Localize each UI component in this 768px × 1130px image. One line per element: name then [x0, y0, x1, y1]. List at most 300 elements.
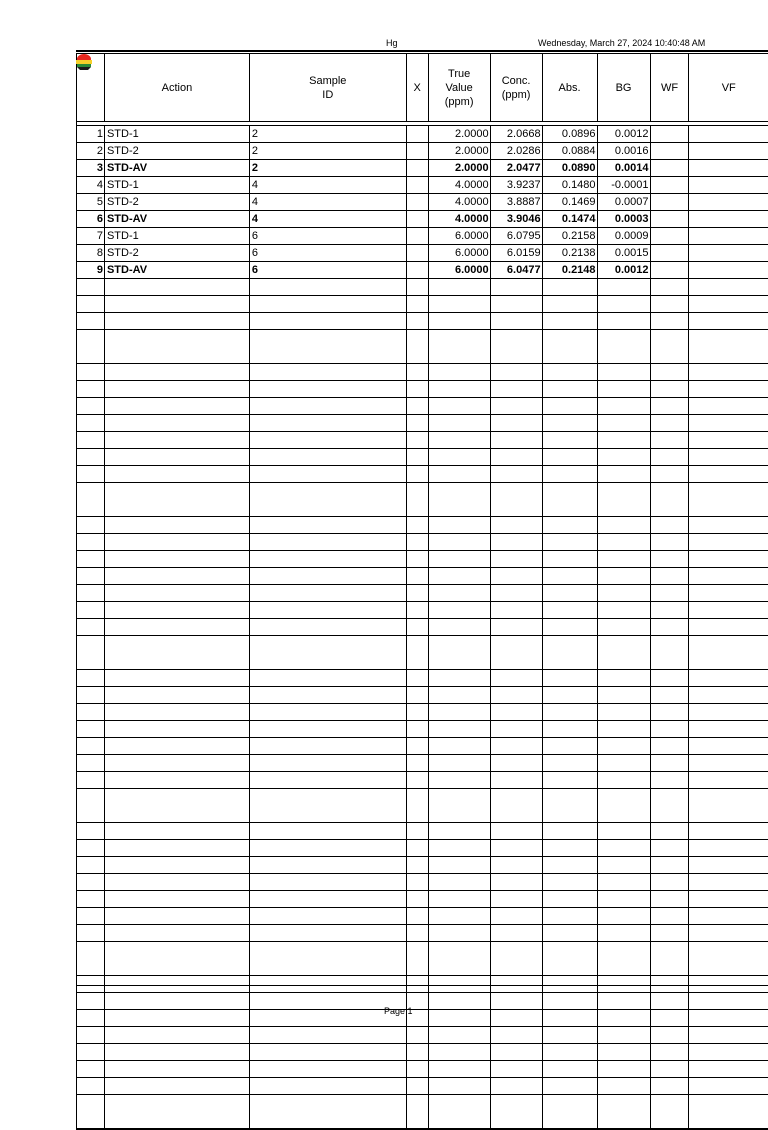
empty-cell [689, 1078, 768, 1095]
empty-cell [689, 925, 768, 942]
cell-abs: 0.2148 [542, 262, 597, 279]
empty-cell [597, 738, 650, 755]
empty-cell [77, 908, 105, 925]
empty-cell [650, 1027, 689, 1044]
cell-bg: 0.0014 [597, 160, 650, 177]
empty-cell [104, 721, 249, 738]
empty-cell [428, 551, 490, 568]
empty-cell [406, 976, 428, 993]
cell-bg: -0.0001 [597, 177, 650, 194]
empty-row [77, 704, 768, 721]
empty-cell [650, 636, 689, 670]
empty-cell [104, 551, 249, 568]
empty-cell [650, 330, 689, 364]
empty-cell [597, 296, 650, 313]
cell-conc: 3.9237 [490, 177, 542, 194]
cell-vf [689, 228, 768, 245]
cell-conc: 6.0795 [490, 228, 542, 245]
empty-cell [597, 568, 650, 585]
empty-cell [77, 432, 105, 449]
empty-cell [428, 636, 490, 670]
empty-cell [406, 908, 428, 925]
empty-cell [406, 279, 428, 296]
empty-cell [689, 908, 768, 925]
empty-cell [77, 534, 105, 551]
cell-wf [650, 143, 689, 160]
empty-row [77, 857, 768, 874]
empty-cell [650, 1044, 689, 1061]
cell-vf [689, 143, 768, 160]
empty-cell [597, 313, 650, 330]
empty-cell [597, 840, 650, 857]
cell-vf [689, 126, 768, 143]
empty-cell [597, 534, 650, 551]
empty-row [77, 585, 768, 602]
empty-row [77, 364, 768, 381]
empty-cell [428, 993, 490, 1010]
empty-cell [428, 1044, 490, 1061]
empty-cell [428, 296, 490, 313]
empty-cell [428, 721, 490, 738]
cell-vf [689, 245, 768, 262]
empty-cell [428, 381, 490, 398]
empty-cell [428, 704, 490, 721]
empty-cell [542, 381, 597, 398]
empty-cell [249, 483, 406, 517]
empty-cell [650, 976, 689, 993]
empty-cell [104, 755, 249, 772]
empty-cell [490, 313, 542, 330]
empty-cell [104, 738, 249, 755]
empty-cell [249, 908, 406, 925]
empty-cell [104, 415, 249, 432]
empty-cell [490, 296, 542, 313]
table-row [77, 177, 768, 194]
cell-action: STD-2 [104, 245, 249, 262]
empty-cell [406, 857, 428, 874]
cell-true-value: 4.0000 [428, 194, 490, 211]
empty-cell [77, 1044, 105, 1061]
empty-cell [77, 517, 105, 534]
empty-row [77, 296, 768, 313]
empty-row [77, 1044, 768, 1061]
cell-conc: 3.8887 [490, 194, 542, 211]
row-number: 4 [77, 177, 105, 194]
empty-cell [650, 840, 689, 857]
empty-cell [428, 908, 490, 925]
cell-wf [650, 228, 689, 245]
cell-action: STD-2 [104, 194, 249, 211]
cell-x [406, 194, 428, 211]
empty-cell [490, 619, 542, 636]
empty-cell [490, 551, 542, 568]
empty-cell [249, 738, 406, 755]
empty-cell [490, 279, 542, 296]
empty-cell [542, 636, 597, 670]
empty-cell [428, 568, 490, 585]
empty-cell [689, 517, 768, 534]
empty-cell [597, 279, 650, 296]
empty-cell [650, 415, 689, 432]
empty-cell [406, 364, 428, 381]
empty-cell [249, 670, 406, 687]
empty-cell [597, 721, 650, 738]
empty-cell [406, 296, 428, 313]
empty-cell [542, 925, 597, 942]
empty-cell [650, 823, 689, 840]
empty-cell [650, 721, 689, 738]
empty-cell [650, 534, 689, 551]
empty-cell [406, 942, 428, 976]
empty-cell [542, 483, 597, 517]
empty-cell [428, 942, 490, 976]
empty-cell [490, 687, 542, 704]
cell-action: STD-1 [104, 126, 249, 143]
empty-cell [249, 976, 406, 993]
empty-cell [428, 925, 490, 942]
empty-cell [689, 772, 768, 789]
empty-cell [490, 364, 542, 381]
empty-cell [542, 670, 597, 687]
empty-cell [249, 1095, 406, 1130]
cell-conc: 2.0477 [490, 160, 542, 177]
empty-row [77, 398, 768, 415]
empty-row [77, 432, 768, 449]
empty-cell [689, 330, 768, 364]
empty-cell [542, 908, 597, 925]
empty-cell [597, 398, 650, 415]
empty-cell [650, 755, 689, 772]
empty-cell [689, 296, 768, 313]
empty-cell [77, 704, 105, 721]
empty-cell [597, 1095, 650, 1130]
empty-cell [77, 738, 105, 755]
empty-cell [249, 398, 406, 415]
empty-cell [406, 1061, 428, 1078]
cell-sample-id: 2 [249, 126, 406, 143]
cell-vf [689, 194, 768, 211]
empty-cell [650, 738, 689, 755]
cell-conc: 2.0668 [490, 126, 542, 143]
cell-vf [689, 160, 768, 177]
cell-wf [650, 126, 689, 143]
empty-cell [77, 296, 105, 313]
empty-cell [689, 874, 768, 891]
empty-cell [689, 415, 768, 432]
empty-cell [490, 670, 542, 687]
empty-cell [689, 398, 768, 415]
empty-cell [406, 755, 428, 772]
cell-wf [650, 262, 689, 279]
results-rows [77, 126, 768, 279]
empty-cell [406, 330, 428, 364]
empty-cell [597, 942, 650, 976]
empty-cell [689, 976, 768, 993]
col-header-vf: VF [689, 54, 768, 122]
empty-cell [104, 364, 249, 381]
empty-cell [689, 942, 768, 976]
cell-sample-id: 6 [249, 228, 406, 245]
cell-bg: 0.0016 [597, 143, 650, 160]
empty-cell [490, 483, 542, 517]
empty-cell [597, 483, 650, 517]
cell-wf [650, 211, 689, 228]
empty-cell [104, 908, 249, 925]
empty-cell [249, 585, 406, 602]
empty-cell [542, 534, 597, 551]
empty-cell [428, 874, 490, 891]
empty-cell [77, 483, 105, 517]
cell-x [406, 126, 428, 143]
empty-cell [597, 755, 650, 772]
empty-cell [490, 891, 542, 908]
empty-row [77, 1061, 768, 1078]
empty-cell [490, 381, 542, 398]
empty-cell [542, 840, 597, 857]
empty-cell [597, 330, 650, 364]
empty-cell [490, 942, 542, 976]
empty-cell [249, 381, 406, 398]
empty-cell [650, 1095, 689, 1130]
empty-cell [77, 398, 105, 415]
cell-bg: 0.0009 [597, 228, 650, 245]
col-header-conc: Conc. (ppm) [490, 54, 542, 122]
empty-cell [490, 636, 542, 670]
empty-cell [77, 551, 105, 568]
col-header-abs: Abs. [542, 54, 597, 122]
empty-cell [490, 432, 542, 449]
empty-cell [542, 517, 597, 534]
empty-cell [406, 517, 428, 534]
cell-wf [650, 177, 689, 194]
empty-cell [650, 483, 689, 517]
empty-cell [406, 466, 428, 483]
empty-cell [428, 670, 490, 687]
empty-cell [542, 738, 597, 755]
cell-abs: 0.0890 [542, 160, 597, 177]
cell-wf [650, 160, 689, 177]
empty-row [77, 602, 768, 619]
row-number: 6 [77, 211, 105, 228]
empty-cell [689, 993, 768, 1010]
empty-cell [490, 415, 542, 432]
empty-row [77, 721, 768, 738]
empty-cell [428, 891, 490, 908]
empty-cell [689, 1095, 768, 1130]
empty-cell [104, 296, 249, 313]
cell-wf [650, 245, 689, 262]
empty-cell [406, 381, 428, 398]
empty-cell [689, 1044, 768, 1061]
empty-cell [428, 330, 490, 364]
col-header-x: X [406, 54, 428, 122]
empty-cell [542, 449, 597, 466]
empty-cell [490, 568, 542, 585]
cell-conc: 6.0159 [490, 245, 542, 262]
empty-row [77, 738, 768, 755]
empty-cell [428, 687, 490, 704]
empty-cell [597, 1027, 650, 1044]
empty-cell [249, 636, 406, 670]
empty-cell [542, 398, 597, 415]
empty-cell [406, 483, 428, 517]
empty-cell [650, 432, 689, 449]
empty-cell [597, 619, 650, 636]
empty-cell [597, 602, 650, 619]
empty-row [77, 823, 768, 840]
empty-cell [104, 772, 249, 789]
empty-row [77, 687, 768, 704]
empty-cell [77, 874, 105, 891]
empty-cell [77, 279, 105, 296]
empty-cell [689, 449, 768, 466]
cell-x [406, 211, 428, 228]
column-header-row [77, 54, 768, 122]
empty-cell [490, 1044, 542, 1061]
empty-cell [542, 1027, 597, 1044]
empty-cell [77, 585, 105, 602]
empty-cell [77, 789, 105, 823]
empty-cell [650, 1078, 689, 1095]
empty-cell [406, 551, 428, 568]
empty-cell [104, 874, 249, 891]
empty-cell [77, 670, 105, 687]
empty-cell [406, 1078, 428, 1095]
empty-cell [542, 772, 597, 789]
empty-cell [542, 313, 597, 330]
empty-cell [428, 517, 490, 534]
row-number: 8 [77, 245, 105, 262]
empty-cell [542, 942, 597, 976]
empty-cell [104, 517, 249, 534]
empty-cell [104, 789, 249, 823]
empty-cell [542, 1095, 597, 1130]
empty-cell [406, 415, 428, 432]
empty-cell [689, 687, 768, 704]
empty-cell [77, 449, 105, 466]
empty-cell [104, 398, 249, 415]
empty-cell [428, 602, 490, 619]
empty-row [77, 993, 768, 1010]
empty-cell [650, 891, 689, 908]
empty-cell [104, 857, 249, 874]
empty-cell [542, 602, 597, 619]
empty-cell [104, 313, 249, 330]
empty-cell [406, 670, 428, 687]
col-header-bg: BG [597, 54, 650, 122]
empty-cell [597, 789, 650, 823]
empty-cell [689, 636, 768, 670]
cell-action: STD-2 [104, 143, 249, 160]
empty-cell [104, 602, 249, 619]
empty-row [77, 874, 768, 891]
empty-cell [104, 1027, 249, 1044]
empty-rows [77, 279, 768, 1130]
empty-cell [104, 381, 249, 398]
empty-row [77, 517, 768, 534]
empty-cell [490, 772, 542, 789]
cell-wf [650, 194, 689, 211]
header-rule [76, 50, 768, 52]
cell-true-value: 6.0000 [428, 245, 490, 262]
table-row [77, 211, 768, 228]
empty-cell [597, 415, 650, 432]
empty-cell [542, 1078, 597, 1095]
empty-cell [77, 976, 105, 993]
cell-bg: 0.0003 [597, 211, 650, 228]
report-datetime: Wednesday, March 27, 2024 10:40:48 AM [538, 38, 705, 48]
empty-cell [249, 823, 406, 840]
empty-cell [77, 823, 105, 840]
row-number: 3 [77, 160, 105, 177]
empty-cell [249, 534, 406, 551]
empty-cell [77, 1078, 105, 1095]
empty-cell [249, 704, 406, 721]
empty-cell [650, 466, 689, 483]
empty-cell [406, 568, 428, 585]
empty-cell [249, 602, 406, 619]
empty-cell [249, 721, 406, 738]
empty-cell [542, 857, 597, 874]
cell-conc: 6.0477 [490, 262, 542, 279]
empty-cell [542, 296, 597, 313]
empty-cell [597, 857, 650, 874]
empty-cell [428, 789, 490, 823]
empty-row [77, 381, 768, 398]
cell-true-value: 4.0000 [428, 211, 490, 228]
cell-x [406, 228, 428, 245]
empty-cell [428, 432, 490, 449]
row-number: 9 [77, 262, 105, 279]
cell-x [406, 245, 428, 262]
empty-row [77, 670, 768, 687]
empty-row [77, 449, 768, 466]
table-row [77, 126, 768, 143]
col-header-wf: WF [650, 54, 689, 122]
empty-cell [650, 602, 689, 619]
table-row [77, 245, 768, 262]
empty-cell [249, 772, 406, 789]
empty-cell [597, 670, 650, 687]
empty-cell [104, 330, 249, 364]
table-row [77, 262, 768, 279]
empty-cell [542, 568, 597, 585]
empty-cell [597, 704, 650, 721]
empty-row [77, 1078, 768, 1095]
col-header-sample-id: Sample ID [249, 54, 406, 122]
cell-abs: 0.1480 [542, 177, 597, 194]
empty-cell [428, 738, 490, 755]
empty-cell [650, 398, 689, 415]
empty-cell [542, 585, 597, 602]
empty-cell [597, 364, 650, 381]
cell-abs: 0.2138 [542, 245, 597, 262]
empty-cell [77, 925, 105, 942]
empty-cell [689, 1027, 768, 1044]
empty-cell [490, 330, 542, 364]
empty-cell [104, 891, 249, 908]
empty-cell [542, 993, 597, 1010]
empty-cell [650, 704, 689, 721]
empty-cell [406, 585, 428, 602]
empty-cell [490, 449, 542, 466]
empty-cell [428, 1027, 490, 1044]
empty-cell [490, 704, 542, 721]
empty-cell [650, 942, 689, 976]
cell-vf [689, 262, 768, 279]
empty-cell [406, 534, 428, 551]
row-number: 1 [77, 126, 105, 143]
